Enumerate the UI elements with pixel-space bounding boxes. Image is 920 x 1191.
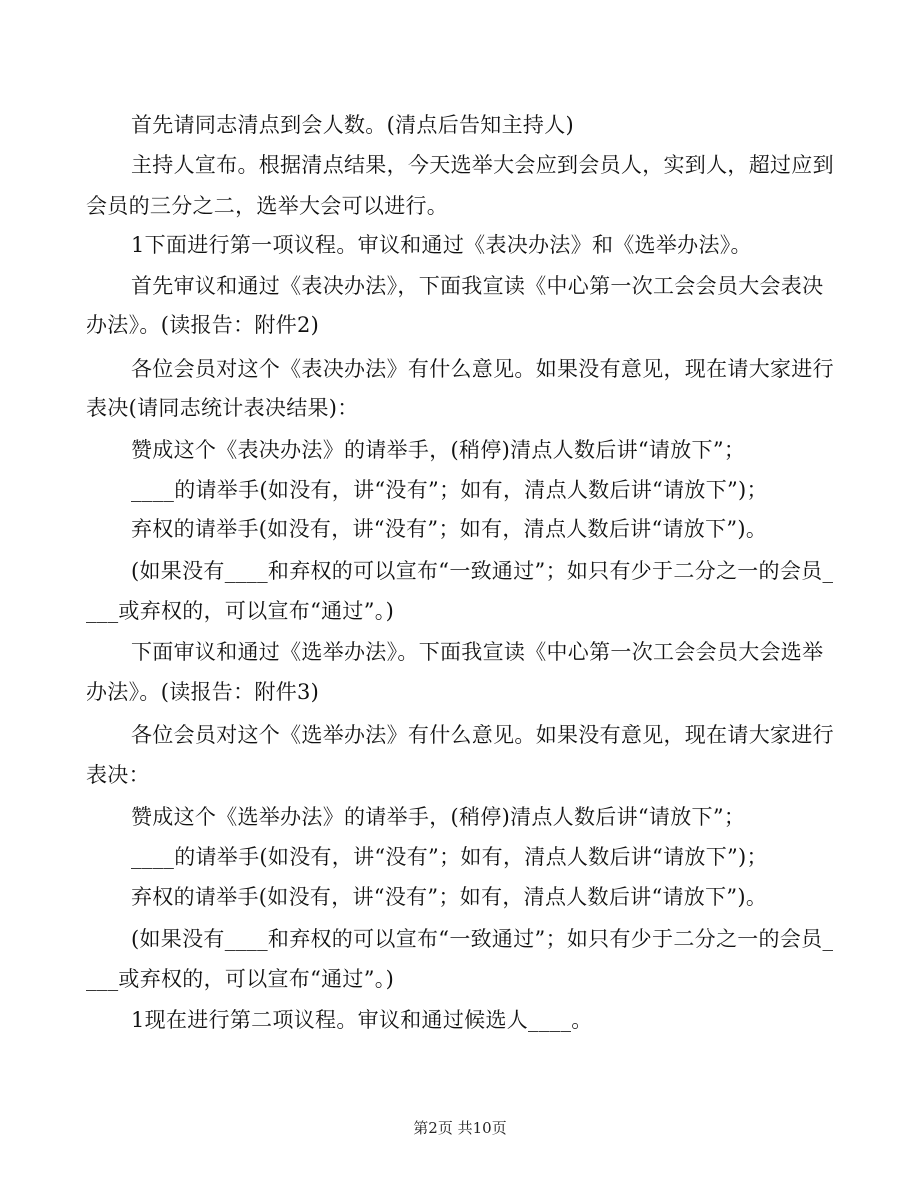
text-line-18: 赞成这个《选举办法》的请举手，(稍停)清点人数后讲“请放下”；	[131, 805, 746, 829]
text-line-22: ___或弃权的，可以宣布“通过”。)	[86, 967, 395, 991]
text-line-6: 办法》。(读报告：附件2)	[86, 313, 320, 337]
text-line-16: 各位会员对这个《选举办法》有什么意见。如果没有意见，现在请大家进行	[131, 723, 834, 747]
text-line-21: (如果没有____和弃权的可以宣布“一致通过”；如只有少于二分之一的会员_	[131, 927, 834, 951]
text-line-10: ____的请举手(如没有，讲“没有”；如有，清点人数后讲“请放下”)；	[131, 478, 768, 502]
text-line-9: 赞成这个《表决办法》的请举手，(稍停)清点人数后讲“请放下”；	[131, 438, 746, 462]
text-line-5: 首先审议和通过《表决办法》，下面我宣读《中心第一次工会会员大会表决	[131, 274, 824, 298]
text-line-20: 弃权的请举手(如没有，讲“没有”；如有，清点人数后讲“请放下”)。	[131, 885, 768, 909]
page-number-footer: 第2页 共10页	[413, 1119, 507, 1137]
text-line-11: 弃权的请举手(如没有，讲“没有”；如有，清点人数后讲“请放下”)。	[131, 517, 768, 541]
text-line-13: ___或弃权的，可以宣布“通过”。)	[86, 599, 395, 623]
text-line-23: 1现在进行第二项议程。审议和通过候选人____。	[131, 1008, 593, 1032]
text-line-8: 表决(请同志统计表决结果)：	[86, 396, 359, 420]
text-line-15: 办法》。(读报告：附件3)	[86, 680, 320, 704]
text-line-1: 首先请同志清点到会人数。(清点后告知主持人)	[131, 113, 574, 137]
text-line-14: 下面审议和通过《选举办法》。下面我宣读《中心第一次工会会员大会选举	[131, 640, 824, 664]
text-line-17: 表决：	[86, 763, 150, 787]
text-line-3: 会员的三分之二，选举大会可以进行。	[86, 194, 449, 218]
text-line-2: 主持人宣布。根据清点结果，今天选举大会应到会员人，实到人，超过应到	[131, 153, 834, 177]
text-line-12: (如果没有____和弃权的可以宣布“一致通过”；如只有少于二分之一的会员_	[131, 559, 834, 583]
text-line-7: 各位会员对这个《表决办法》有什么意见。如果没有意见，现在请大家进行	[131, 357, 834, 381]
text-line-19: ____的请举手(如没有，讲“没有”；如有，清点人数后讲“请放下”)；	[131, 845, 768, 869]
text-line-4: 1下面进行第一项议程。审议和通过《表决办法》和《选举办法》。	[131, 233, 752, 257]
